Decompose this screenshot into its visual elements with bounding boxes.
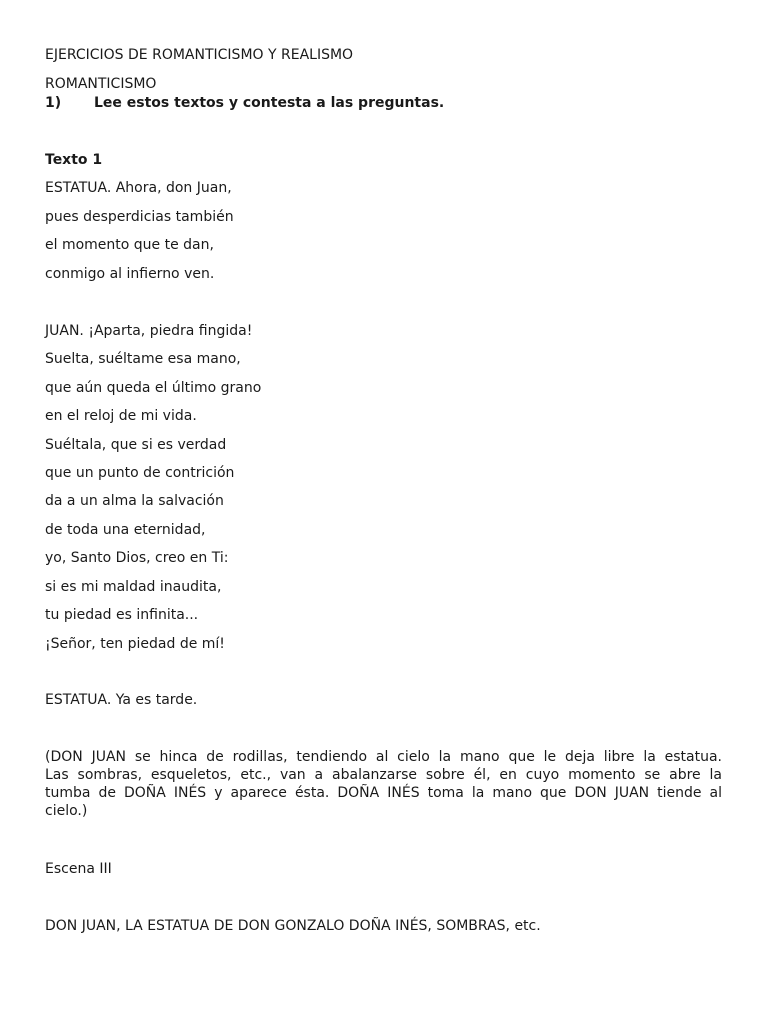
question-text: Lee estos textos y contesta a las preguntas. [94,95,445,111]
verse-line: de toda una eternidad, [45,522,206,538]
document-title: EJERCICIOS DE ROMANTICISMO Y REALISMO [45,47,354,63]
verse-line: ESTATUA. Ahora, don Juan, [45,180,232,196]
verse-line: que aún queda el último grano [45,380,262,396]
verse-line: pues desperdicias también [45,209,234,225]
verse-line: en el reloj de mi vida. [45,408,197,424]
verse-line: Suéltala, que si es verdad [45,437,227,453]
scene-heading: Escena III [45,861,112,877]
stage-direction [45,748,722,820]
verse-line: ESTATUA. Ya es tarde. [45,692,198,708]
verse-line: ¡Señor, ten piedad de mí! [45,636,225,652]
verse-line: si es mi maldad inaudita, [45,579,222,595]
verse-line: yo, Santo Dios, creo en Ti: [45,550,229,566]
verse-line: tu piedad es infinita... [45,607,199,623]
character-list: DON JUAN, LA ESTATUA DE DON GONZALO DOÑA INÉS, SOMBRAS, etc. [45,918,541,934]
question-number: 1) [45,95,62,111]
stage-direction-line: cielo.) [45,803,88,819]
text-heading: Texto 1 [45,152,103,168]
verse-line: da a un alma la salvación [45,493,224,509]
verse-line: JUAN. ¡Aparta, piedra fingida! [45,323,253,339]
verse-line: conmigo al infierno ven. [45,266,215,282]
verse-line: que un punto de contrición [45,465,235,481]
stage-direction-line: Las sombras, esqueletos, etc., van a abalanzarse sobre él, en cuyo momento se abre la [45,767,722,783]
verse-line: el momento que te dan, [45,237,214,253]
section-heading: ROMANTICISMO [45,76,157,92]
stage-direction-line: (DON JUAN se hinca de rodillas, tendiendo al cielo la mano que le deja libre la estatua. [45,749,722,765]
stage-direction-line: tumba de DOÑA INÉS y aparece ésta. DOÑA INÉS toma la mano que DON JUAN tiende al [45,785,722,801]
verse-line: Suelta, suéltame esa mano, [45,351,241,367]
